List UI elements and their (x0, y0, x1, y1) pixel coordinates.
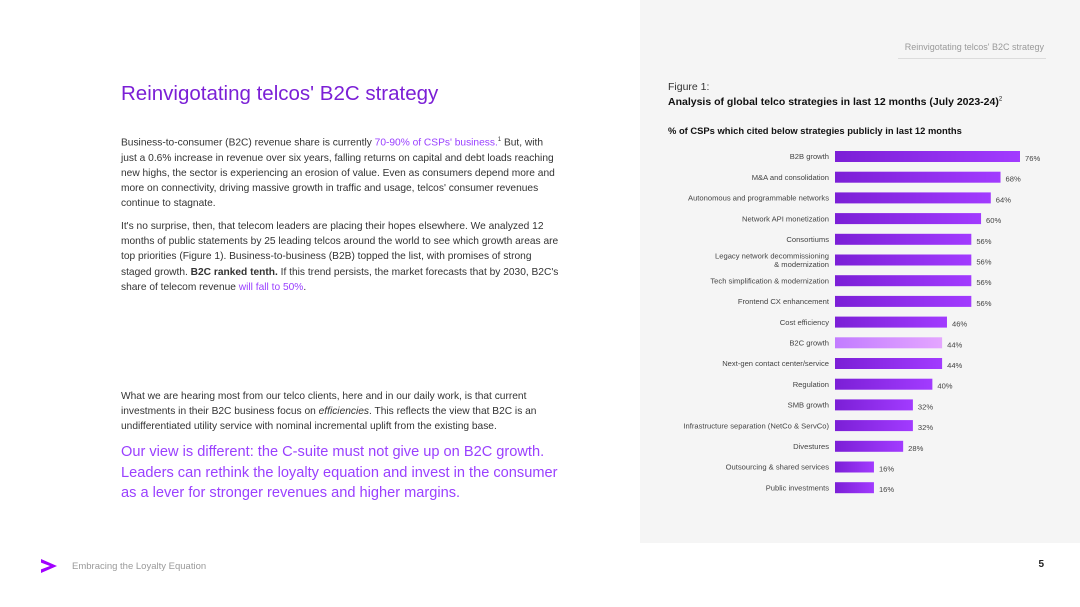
value-label: 46% (951, 319, 968, 329)
paragraph-3-text: What we are hearing most from our telco clients, here and in our daily work, is that current investments in their B2C business focus on (121, 391, 527, 418)
value-label: 32% (917, 402, 934, 412)
footer-title: Embracing the Loyalty Equation (72, 561, 207, 572)
figure-title (668, 96, 1002, 108)
bar (835, 462, 874, 473)
category-label: SMB growth (787, 400, 829, 410)
category-label: Network API monetization (742, 214, 829, 224)
category-label: Divestures (793, 442, 829, 451)
header-label: Reinvigotating telcos' B2C strategy (904, 42, 1044, 52)
bar (835, 420, 913, 431)
page-title: Reinvigotating telcos' B2C strategy (121, 82, 439, 105)
category-label: B2B growth (789, 152, 829, 162)
paragraph-2-text-mid: If this trend persists, the market forecasts that by 2030, B2C's share of telecom revenue (121, 266, 559, 293)
paragraph-3 (121, 389, 561, 435)
paragraph-2-link[interactable]: will fall to 50% (238, 281, 304, 293)
paragraph-2 (121, 219, 561, 295)
bar (835, 172, 1001, 183)
bar (835, 234, 971, 245)
footnote-ref-1: 1 (497, 137, 502, 143)
category-label: M&A and consolidation (751, 172, 829, 182)
paragraph-1-text: Business-to-consumer (B2C) revenue share is currently (121, 137, 375, 149)
bar (835, 399, 913, 410)
figure-title-text: Analysis of global telco strategies in last 12 months (July 2023-24) (668, 96, 999, 108)
paragraph-3-italic: efficiencies (318, 406, 370, 418)
bar (835, 151, 1020, 162)
bar (835, 379, 932, 390)
bar (835, 317, 947, 328)
value-label: 56% (976, 278, 992, 288)
category-label: Outsourcing & shared services (725, 462, 829, 472)
category-label: B2C growth (789, 338, 829, 348)
category-label: Cost efficiency (779, 317, 829, 327)
figure-label: Figure 1: (668, 81, 710, 93)
paragraph-2-text: It's no surprise, then, that telecom leaders are placing their hopes elsewhere. We analyzed 12 months of public statements by 25 leading telcos around the world to see which growth areas are top priorities (Figure 1). Business-to-business (B2B) topped the list, with promises of strong staged growth. (121, 221, 559, 278)
paragraph-1 (121, 133, 561, 211)
footnote-ref-2: 2 (998, 96, 1003, 103)
paragraph-2-bold: B2C ranked tenth. (190, 266, 278, 278)
paragraph-2-text-end: . (303, 281, 307, 293)
bar (835, 192, 991, 203)
header-divider (898, 58, 1046, 59)
value-label: 16% (878, 464, 895, 474)
value-label: 56% (976, 257, 992, 267)
value-label: 56% (976, 298, 992, 308)
category-label: Frontend CX enhancement (737, 297, 829, 307)
category-label: Autonomous and programmable networks (688, 193, 829, 203)
bar (835, 213, 981, 224)
paragraph-3-text-end: . This reflects the view that B2C is an undifferentiated utility service with nominal incremental uplift from the existing base. (121, 406, 537, 433)
value-label: 16% (878, 485, 895, 495)
value-label: 76% (1025, 154, 1041, 163)
paragraph-1-text-end: But, with just a 0.6% increase in revenue over six years, falling returns on capital and debt loads reaching new highs, the sector is experiencing an erosion of value. Even as consumers depend more and more on connectivity, driving massive growth in traffic and usage, telcos' consumer revenues continue to stagnate. (121, 137, 555, 210)
bar (835, 255, 971, 266)
category-label: Consortiums (786, 235, 829, 244)
value-label: 44% (947, 361, 963, 370)
value-label: 56% (976, 236, 992, 246)
value-label: 28% (908, 443, 924, 453)
paragraph-1-link[interactable]: 70-90% of CSPs' business. (374, 137, 498, 149)
value-label: 64% (995, 195, 1011, 205)
category-label: Next-gen contact center/service (722, 359, 829, 369)
value-label: 68% (1005, 174, 1021, 184)
value-label: 40% (937, 381, 953, 391)
chart-title: % of CSPs which cited below strategies publicly in last 12 months (668, 125, 962, 136)
bar (835, 358, 942, 369)
bar (835, 482, 874, 493)
bar (835, 337, 942, 348)
value-label: 32% (917, 423, 934, 433)
page-number: 5 (1038, 559, 1044, 570)
accenture-chevron-logo-icon (40, 557, 58, 575)
value-label: 44% (947, 340, 963, 350)
category-label: Legacy network decommissioning & modernization (715, 251, 829, 269)
bar (835, 441, 903, 452)
category-label: Infrastructure separation (NetCo & ServCo) (683, 421, 829, 431)
bar (835, 296, 971, 307)
category-label: Tech simplification & modernization (710, 276, 829, 286)
value-label: 60% (986, 216, 1002, 226)
category-label: Public investments (765, 483, 829, 493)
callout-quote: Our view is different: the C-suite must not give up on B2C growth. Leaders can rethink the loyalty equation and invest in the consumer as a lever for stronger revenues and higher margins. (121, 444, 558, 501)
category-label: Regulation (792, 379, 829, 389)
bar-chart (664, 140, 1054, 500)
bar (835, 275, 971, 286)
